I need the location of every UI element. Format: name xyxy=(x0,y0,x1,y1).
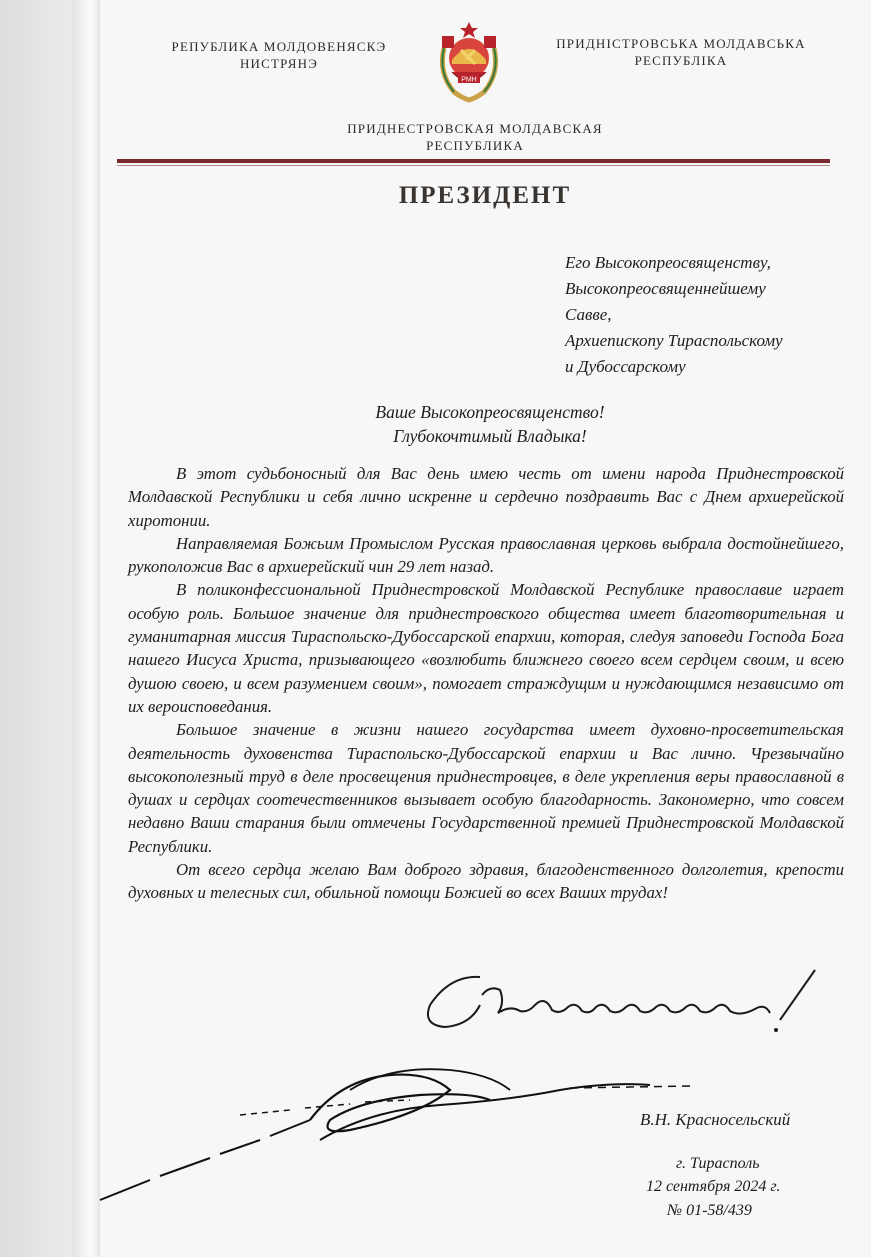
addressee-line: Савве, xyxy=(565,305,612,324)
emblem-label: РМН xyxy=(461,76,477,84)
salutation-line: Глубокочтимый Владыка! xyxy=(393,426,587,446)
header-russian-line1: ПРИДНЕСТРОВСКАЯ МОЛДАВСКАЯ xyxy=(347,121,603,136)
addressee-line: Архиепископу Тираспольскому xyxy=(565,331,783,350)
letter-place: г. Тирасполь xyxy=(676,1155,760,1172)
addressee-line: Его Высокопреосвященству, xyxy=(565,253,771,272)
handwritten-greeting xyxy=(420,965,820,1045)
state-emblem-icon xyxy=(430,18,508,104)
header-rule-thin xyxy=(117,165,830,166)
letter-number: № 01-58/439 xyxy=(667,1202,752,1219)
salutation xyxy=(300,400,680,448)
header-russian xyxy=(330,120,620,154)
header-ukrainian-line2: РЕСПУБЛІКА xyxy=(634,53,728,68)
letter-body xyxy=(128,462,844,905)
body-paragraph: В поликонфессиональной Приднестровской Молдавской Республике православие играет особую роль. Большое значение для приднестровского общества имеет благотворительная и гуманитарная миссия Тираспольско-Дубоссарской епархии, которая, следуя заповеди Господа Бога нашего Иисуса Христа, призывающего «возлюбить ближнего своего всем сердцем своим, и всею душою своею, и всем разумением своим», помогает страждущим и нуждающимся независимо от их вероисповедания. xyxy=(128,580,844,716)
addressee-line: Высокопреосвященнейшему xyxy=(565,279,766,298)
header-moldovan-line1: РЕПУБЛИКА МОЛДОВЕНЯСКЭ xyxy=(171,39,387,54)
body-paragraph: В этот судьбоносный для Вас день имею честь от имени народа Приднестровской Молдавской Республики и себя лично искренне и сердечно поздравить Вас с Днем архиерейской хиротонии. xyxy=(128,464,844,530)
header-moldovan xyxy=(160,38,398,72)
addressee-block xyxy=(565,250,850,380)
body-paragraph: Большое значение в жизни нашего государства имеет духовно-просветительская деятельность духовенства Тираспольско-Дубоссарской епархии и Вас лично. Чрезвычайно высокополезный труд в деле просвещения приднестровцев, в деле укрепления веры православной в душах и сердцах соотечественников вызывает особую благодарность. Закономерно, что совсем недавно Ваши старания были отмечены Государственной премией Приднестровской Молдавской Республики. xyxy=(128,720,844,856)
header-rule xyxy=(117,159,830,163)
signatory-name: В.Н. Красносельский xyxy=(640,1110,791,1129)
letter-date: 12 сентября 2024 г. xyxy=(646,1178,781,1195)
header-russian-line2: РЕСПУБЛИКА xyxy=(426,138,524,153)
header-ukrainian xyxy=(548,35,814,69)
body-paragraph: Направляемая Божьим Промыслом Русская православная церковь выбрала достойнейшего, рукоположив Вас в архиерейский чин 29 лет назад. xyxy=(128,533,844,577)
salutation-line: Ваше Высокопреосвященство! xyxy=(375,402,605,422)
letter-title: ПРЕЗИДЕНТ xyxy=(398,182,572,209)
header-ukrainian-line1: ПРИДНІСТРОВСЬКА МОЛДАВСЬКА xyxy=(556,36,806,51)
signature xyxy=(90,1060,710,1210)
header-moldovan-line2: НИСТРЯНЭ xyxy=(239,56,319,71)
body-paragraph: От всего сердца желаю Вам доброго здравия, благоденственного долголетия, крепости духовных и телесных сил, обильной помощи Божией во всех Ваших трудах! xyxy=(128,860,844,903)
addressee-line: и Дубоссарскому xyxy=(565,357,686,376)
